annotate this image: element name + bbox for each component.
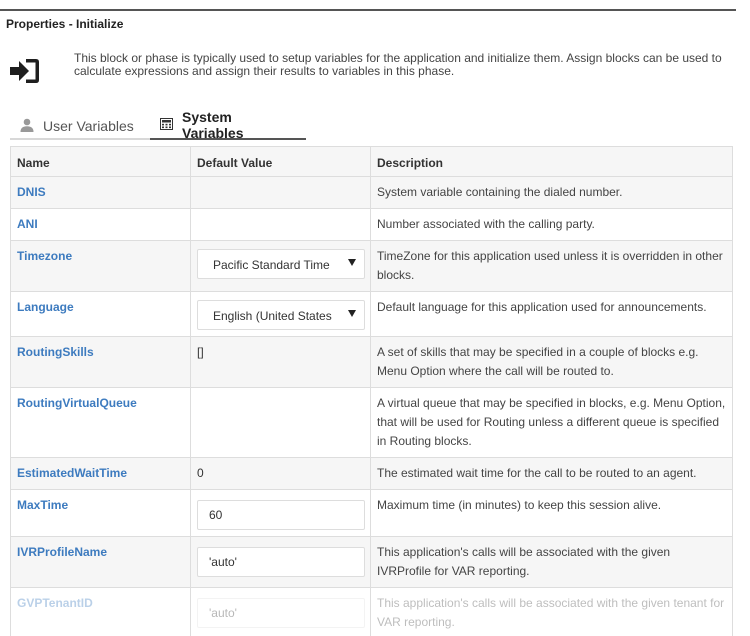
table-row [11,337,733,388]
description-cell: The estimated wait time for the call to be routed to an agent. [371,458,733,490]
variable-name: GVPTenantID [17,596,93,610]
default-value: [] [197,345,204,359]
panel-title: Properties - Initialize [6,17,124,31]
top-divider [0,9,736,11]
default-value-cell [191,337,371,388]
table-header-row [11,147,733,177]
calculator-icon [160,117,173,133]
column-header-default-value: Default Value [191,147,371,177]
intro-text: This block or phase is typically used to setup variables for the application and initialize them. Assign blocks can be used to calculate expressions and assign their results to variables in this phase. [74,51,722,78]
tab-user-variables-label: User Variables [43,118,134,134]
table-row [11,458,733,490]
variable-name-cell [11,490,191,537]
variable-name-cell [11,241,191,292]
variable-name-cell [11,292,191,337]
default-value-cell [191,537,371,588]
description-cell: TimeZone for this application used unless it is overridden in other blocks. [371,241,733,292]
description-cell: This application's calls will be associated with the given IVRProfile for VAR reporting. [371,537,733,588]
description-cell: This application's calls will be associated with the given tenant for VAR reporting. [371,588,733,636]
language-select-value: English (United States [213,309,332,323]
description-cell: Default language for this application used for announcements. [371,292,733,337]
ivr-profile-name-input[interactable] [197,547,365,577]
table-row [11,292,733,337]
variable-name: Language [17,300,74,314]
table-row [11,588,733,636]
description-cell: Maximum time (in minutes) to keep this session alive. [371,490,733,537]
default-value-cell [191,458,371,490]
sign-in-icon [10,58,40,84]
gvp-tenant-id-input[interactable] [197,598,365,628]
description-cell: System variable containing the dialed number. [371,177,733,209]
variable-name-cell [11,458,191,490]
default-value-cell [191,292,371,337]
language-select[interactable] [197,300,365,330]
variable-name-cell [11,177,191,209]
caret-down-icon [348,310,356,317]
variable-name: RoutingVirtualQueue [17,396,137,410]
table-row [11,388,733,458]
intro-section [10,52,736,92]
description-cell: A virtual queue that may be specified in blocks, e.g. Menu Option, that will be used for Routing unless a different queue is specified in Routing blocks. [371,388,733,458]
description-cell: Number associated with the calling party. [371,209,733,241]
variable-name-cell [11,537,191,588]
column-header-description: Description [371,147,733,177]
maxtime-input[interactable] [197,500,365,530]
caret-down-icon [348,259,356,266]
variable-name: IVRProfileName [17,545,108,559]
default-value-cell [191,388,371,458]
timezone-select[interactable] [197,249,365,279]
variable-name: RoutingSkills [17,345,94,359]
column-header-name: Name [11,147,191,177]
default-value-cell [191,241,371,292]
table-row [11,177,733,209]
table-row [11,209,733,241]
variable-name: Timezone [17,249,73,263]
variable-name-cell [11,588,191,636]
variable-name-cell [11,388,191,458]
variable-tabs [10,109,306,141]
default-value-cell [191,177,371,209]
default-value: 0 [197,466,204,480]
default-value-cell [191,490,371,537]
variable-name: ANI [17,217,38,231]
tab-underline [10,138,150,140]
tab-system-variables[interactable] [150,109,306,141]
table-row [11,537,733,588]
variable-name: MaxTime [17,498,69,512]
variable-name-cell [11,337,191,388]
system-variables-table [10,146,733,636]
variable-name: DNIS [17,185,46,199]
description-cell: A set of skills that may be specified in a couple of blocks e.g. Menu Option where the call will be routed to. [371,337,733,388]
default-value-cell [191,588,371,636]
variable-name: EstimatedWaitTime [17,466,128,480]
table-row [11,490,733,537]
timezone-select-value: Pacific Standard Time [213,258,330,272]
table-row [11,241,733,292]
variable-name-cell [11,209,191,241]
user-icon [20,118,34,135]
tab-system-variables-label: System Variables [182,109,244,141]
default-value-cell [191,209,371,241]
tab-user-variables[interactable] [20,112,134,140]
